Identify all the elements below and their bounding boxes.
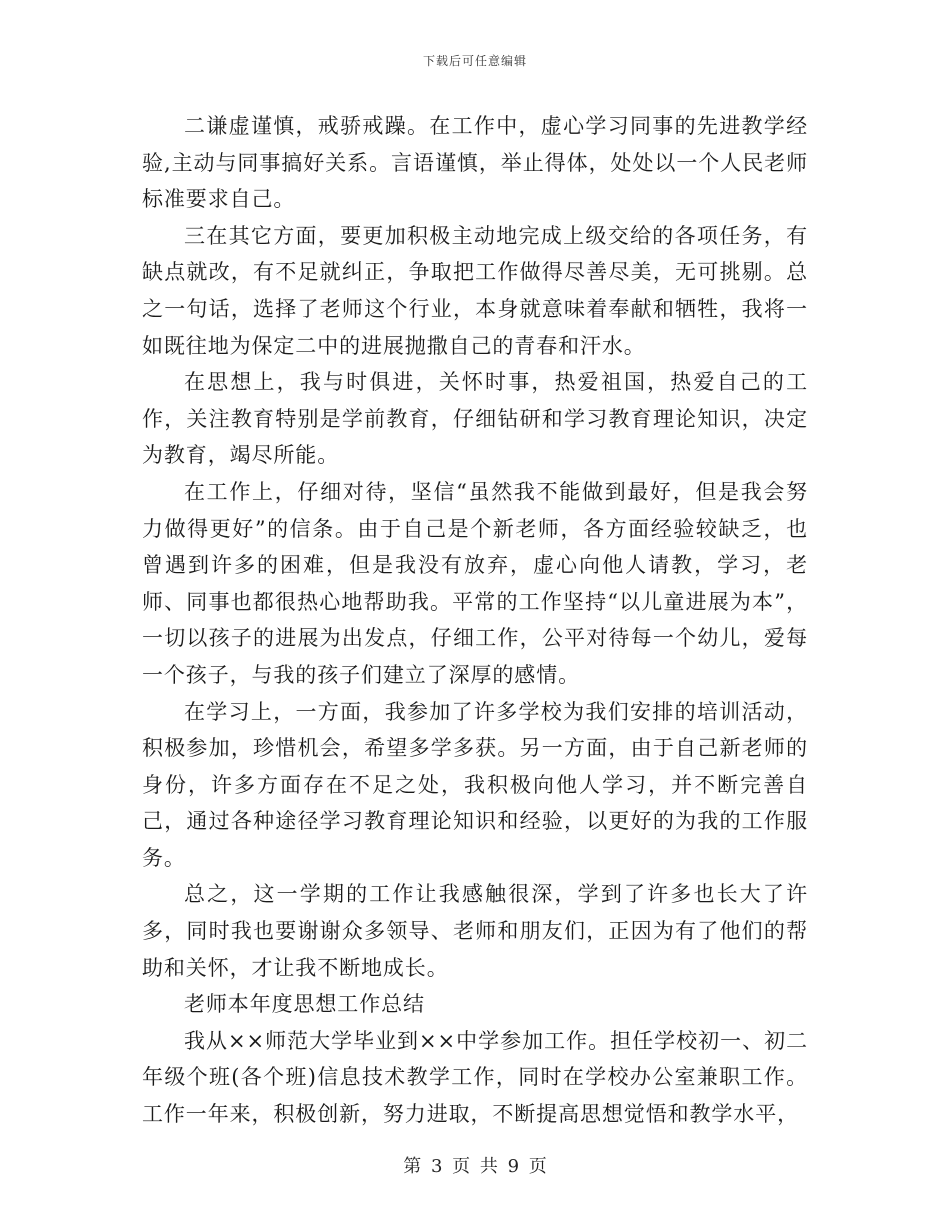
paragraph-4: 在工作上，仔细对待，坚信“虽然我不能做到最好，但是我会努力做得更好”的信条。由于自己是个新老师，各方面经验较缺乏，也曾遇到许多的困难，但是我没有放弃，虚心向他人请教，学习，老师、同事也都很热心地帮助我。平常的工作坚持“以儿童进展为本”，一切以孩子的进展为出发点，仔细工作，公平对待每一个幼儿，爱每一个孩子，与我的孩子们建立了深厚的感情。 xyxy=(142,479,808,687)
paragraph-6: 总之，这一学期的工作让我感触很深，学到了许多也长大了许多，同时我也要谢谢众多领导、老师和朋友们，正因为有了他们的帮助和关怀，才让我不断地成长。 xyxy=(142,882,808,980)
paragraph-2: 三在其它方面，要更加积极主动地完成上级交给的各项任务，有缺点就改，有不足就纠正，争取把工作做得尽善尽美，无可挑剔。总之一句话，选择了老师这个行业，本身就意味着奉献和牺牲，我将一如既往地为保定二中的进展抛撒自己的青春和汗水。 xyxy=(142,223,808,358)
paragraph-5: 在学习上，一方面，我参加了许多学校为我们安排的培训活动，积极参加，珍惜机会，希望多学多获。另一方面，由于自己新老师的身份，许多方面存在不足之处，我积极向他人学习，并不断完善自己，通过各种途径学习教育理论知识和经验，以更好的为我的工作服务。 xyxy=(142,699,808,870)
paragraph-1: 二谦虚谨慎，戒骄戒躁。在工作中，虚心学习同事的先进教学经验,主动与同事搞好关系。言语谨慎，举止得体，处处以一个人民老师标准要求自己。 xyxy=(142,114,808,212)
section-heading: 老师本年度思想工作总结 xyxy=(184,992,425,1017)
paragraph-8: 我从××师范大学毕业到××中学参加工作。担任学校初一、初二年级个班(各个班)信息技术教学工作，同时在学校办公室兼职工作。工作一年来，积极创新，努力进取，不断提高思想觉悟和教学水平， xyxy=(142,1028,808,1127)
page-header: 下载后可任意编辑 xyxy=(422,54,527,68)
document-body xyxy=(142,108,808,1133)
paragraph-3: 在思想上，我与时俱进，关怀时事，热爱祖国，热爱自己的工作，关注教育特别是学前教育，仔细钻研和学习教育理论知识，决定为教育，竭尽所能。 xyxy=(142,370,808,468)
page-number: 第 3 页 共 9 页 xyxy=(403,1156,547,1177)
